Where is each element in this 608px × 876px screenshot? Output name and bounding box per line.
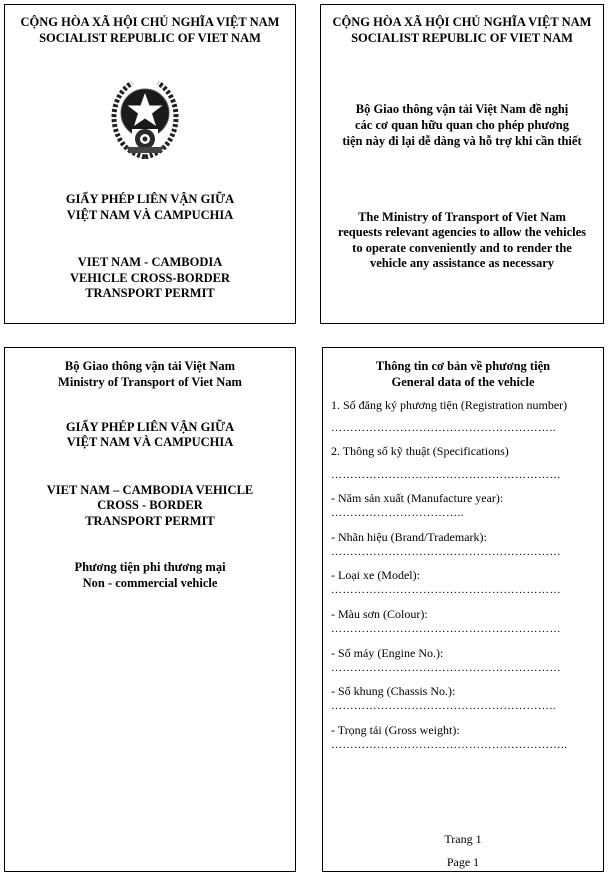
request-en-line2: requests relevant agencies to allow the vehicles [337, 225, 587, 239]
inner-title-vn-line2: VIỆT NAM VÀ CAMPUCHIA [66, 435, 234, 449]
brand-label: - Nhãn hiệu (Brand/Trademark): [331, 530, 487, 544]
gross-weight-field[interactable]: …………………………………………………….. [331, 739, 568, 751]
cover-title-vn-line1: GIẤY PHÉP LIÊN VẬN GIỮA [65, 192, 235, 206]
request-en-line4: vehicle any assistance as necessary [369, 256, 554, 270]
cover-title-en-line1: VIET NAM - CAMBODIA [77, 255, 223, 269]
specifications-label: 2. Thông số kỹ thuật (Specifications) [331, 444, 509, 458]
brand-field[interactable]: …………………………………………………… [331, 546, 561, 558]
gross-weight-label: - Trọng tải (Gross weight): [331, 723, 460, 737]
cover-title-en-line3: TRANSPORT PERMIT [85, 286, 215, 300]
specifications-field[interactable]: …………………………………………………… [331, 469, 561, 481]
model-label: - Loại xe (Model): [331, 568, 420, 582]
inner-title-vn-line1: GIẤY PHÉP LIÊN VẬN GIỮA [65, 420, 235, 434]
request-header-en: SOCIALIST REPUBLIC OF VIET NAM [351, 31, 573, 45]
engine-number-field[interactable]: …………………………………………………… [331, 662, 561, 674]
inner-title-en-line1: VIET NAM – CAMBODIA VEHICLE [46, 483, 254, 497]
colour-field[interactable]: …………………………………………………… [331, 623, 561, 635]
page-number-en: Page 1 [446, 855, 480, 869]
registration-number-field[interactable]: ………………………………………………….. [331, 422, 556, 434]
ministry-name-en: Ministry of Transport of Viet Nam [58, 375, 242, 389]
vehicle-type-vn: Phương tiện phi thương mại [74, 560, 226, 574]
chassis-number-label: - Số khung (Chassis No.): [331, 684, 456, 698]
page-number-vn: Trang 1 [444, 832, 482, 846]
ministry-name-vn: Bộ Giao thông vận tải Việt Nam [64, 359, 236, 373]
request-vn-line1: Bộ Giao thông vận tải Việt Nam đề nghị [355, 102, 569, 116]
colour-label: - Màu sơn (Colour): [331, 607, 428, 621]
inner-cover-page [4, 347, 296, 872]
national-emblem-icon [110, 77, 180, 159]
inner-title-en-line3: TRANSPORT PERMIT [85, 514, 215, 528]
registration-number-label: 1. Số đăng ký phương tiện (Registration number) [331, 398, 568, 412]
vehicle-type-en: Non - commercial vehicle [82, 576, 218, 590]
engine-number-label: - Số máy (Engine No.): [331, 646, 444, 660]
manufacture-year-field[interactable]: …………………………….. [331, 507, 464, 519]
request-vn-line3: tiện này đi lại dễ dàng và hỗ trợ khi cần thiết [342, 134, 582, 148]
cover-page [4, 4, 296, 324]
request-vn-line2: các cơ quan hữu quan cho phép phương [355, 118, 569, 132]
request-page [320, 4, 604, 324]
vehicle-data-heading-en: General data of the vehicle [391, 375, 535, 389]
cover-title-en-line2: VEHICLE CROSS-BORDER [69, 271, 231, 285]
cover-header-vn: CỘNG HÒA XÃ HỘI CHỦ NGHĨA VIỆT NAM [20, 15, 280, 29]
request-en-line3: to operate conveniently and to render the [352, 241, 572, 255]
vehicle-data-heading-vn: Thông tin cơ bản về phương tiện [375, 359, 551, 373]
model-field[interactable]: …………………………………………………… [331, 584, 561, 596]
cover-title-vn-line2: VIỆT NAM VÀ CAMPUCHIA [66, 208, 234, 222]
chassis-number-field[interactable]: ………………………………………………….. [331, 700, 556, 712]
manufacture-year-label: - Năm sản xuất (Manufacture year): [331, 491, 504, 505]
request-en-line1: The Ministry of Transport of Viet Nam [358, 210, 566, 224]
request-header-vn: CỘNG HÒA XÃ HỘI CHỦ NGHĨA VIỆT NAM [332, 15, 592, 29]
vehicle-data-page [322, 347, 604, 872]
cover-header-en: SOCIALIST REPUBLIC OF VIET NAM [39, 31, 261, 45]
inner-title-en-line2: CROSS - BORDER [97, 498, 203, 512]
